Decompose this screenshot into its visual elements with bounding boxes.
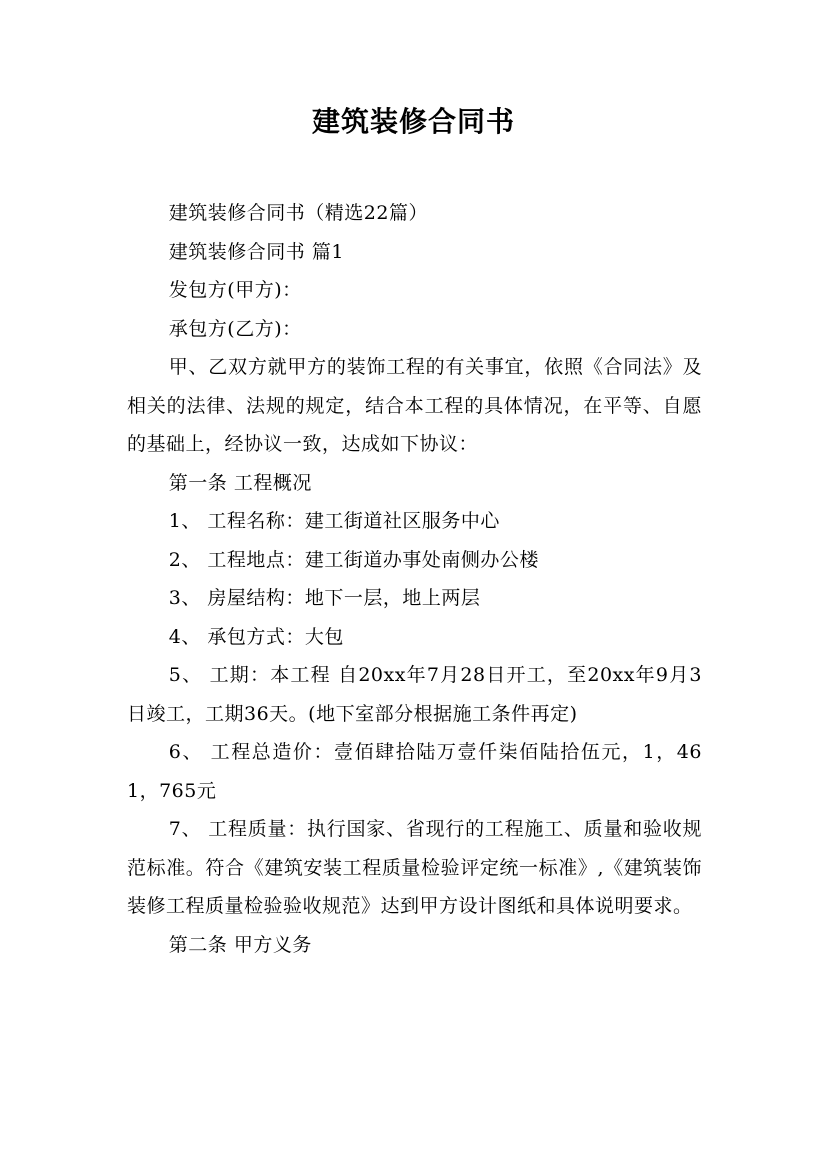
paragraph-item-1: 1、 工程名称：建工街道社区服务中心 — [168, 510, 500, 532]
paragraph-party-a: 发包方(甲方)： — [168, 279, 302, 301]
paragraph-article-1-heading: 第一条 工程概况 — [168, 471, 312, 494]
paragraph-item-5: 5、 工期：本工程 自20xx年7月28日开工，至20xx年9月3日竣工，工期36天。(地下室部分根据施工条件再定) — [127, 664, 702, 725]
paragraph-item-4: 4、 承包方式：大包 — [168, 625, 344, 648]
paragraph-preamble: 甲、乙双方就甲方的装饰工程的有关事宜，依照《合同法》及相关的法律、法规的规定，结合本工程的具体情况，在平等、自愿的基础上，经协议一致，达成如下协议： — [127, 356, 702, 455]
paragraph-item-7: 7、 工程质量：执行国家、省现行的工程施工、质量和验收规范标准。符合《建筑安装工程质量检验评定统一标准》,《建筑装饰装修工程质量检验验收规范》达到甲方设计图纸和具体说明要求。 — [127, 818, 702, 917]
paragraph-item-3: 3、 房屋结构：地下一层，地上两层 — [168, 587, 481, 609]
paragraph-item-2: 2、 工程地点：建工街道办事处南侧办公楼 — [168, 548, 539, 571]
paragraph-article-2-heading: 第二条 甲方义务 — [168, 933, 312, 956]
paragraph-section-heading: 建筑装修合同书 篇1 — [168, 240, 344, 263]
paragraph-item-6: 6、 工程总造价：壹佰肆拾陆万壹仟柒佰陆拾伍元，1，461，765元 — [127, 741, 702, 802]
paragraph-subtitle: 建筑装修合同书（精选22篇） — [168, 202, 428, 224]
paragraph-party-b: 承包方(乙方)： — [168, 317, 302, 340]
document-title: 建筑装修合同书 — [311, 105, 515, 138]
document-body — [127, 194, 702, 964]
